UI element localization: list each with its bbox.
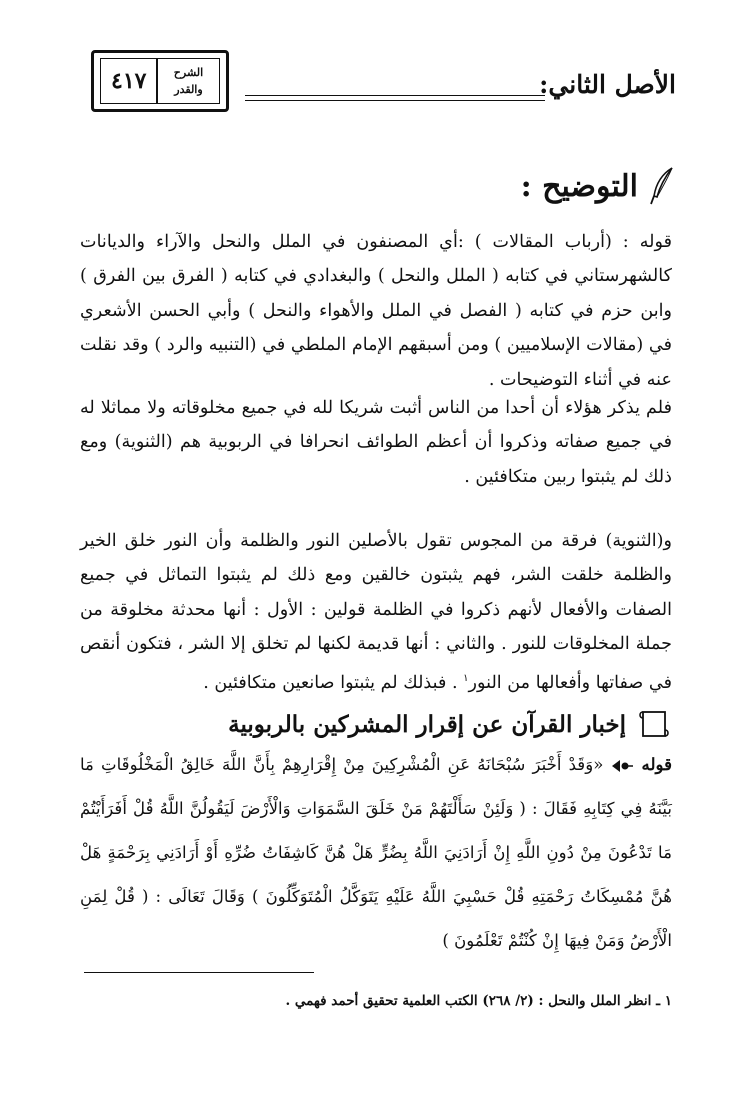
scroll-icon (636, 708, 672, 740)
quote-text: «وَقَدْ أَخْبَرَ سُبْحَانَهُ عَنِ الْمُشْرِكِينَ مِنْ إِقْرَارِهِمْ بِأَنَّ اللَّهَ خَالِقُ الْمَخْلُوقَاتِ مَا بَيَّنَهُ فِي كِتَابِهِ فَقَالَ : ( وَلَئِنْ سَأَلْتَهُمْ مَنْ خَلَقَ السَّمَوَاتِ وَالْأَرْضَ لَيَقُولُنَّ اللَّهُ قُلْ أَفَرَأَيْتُمْ مَا تَدْعُونَ مِنْ دُونِ اللَّهِ إِنْ أَرَادَنِيَ اللَّهُ بِضُرٍّ هَلْ هُنَّ كَاشِفَاتُ ضُرِّهِ أَوْ أَرَادَنِي بِرَحْمَةٍ هَلْ هُنَّ مُمْسِكَاتُ رَحْمَتِهِ قُلْ حَسْبِيَ اللَّهُ عَلَيْهِ يَتَوَكَّلُ الْمُتَوَكِّلُونَ ) وَقَالَ تَعَالَى : ( قُلْ لِمَنِ الْأَرْضُ وَمَنْ فِيهَا إِنْ كُنْتُمْ تَعْلَمُونَ ) (80, 755, 672, 950)
page-header (0, 48, 756, 118)
open-book-icon (91, 50, 229, 112)
flower-ornament-icon (610, 758, 634, 774)
header-rule-2 (245, 100, 545, 101)
running-title: الأصل الثاني: (539, 70, 676, 99)
paragraph-3 (80, 524, 672, 700)
footnote-marker[interactable]: ١ (463, 672, 469, 684)
book-title-line1: الشرح (173, 66, 204, 79)
book-title (158, 64, 219, 98)
paragraph-1: قوله : (أرباب المقالات ) :أي المصنفون في الملل والنحل والآراء والديانات كالشهرستاني في كتابه ( الملل والنحل ) والبغدادي في كتابه ( الفرق بين الفرق ) وابن حزم في كتابه ( الفصل في الملل والأهواء والنحل ) وأبي الحسن الأشعري في (مقالات الإسلاميين ) ومن أسبقهم الإمام الملطي في (التنبيه والرد ) وقد نقلت عنه في أثناء التوضيحات . (80, 231, 672, 390)
subheading-title: إخبار القرآن عن إقرار المشركين بالربوبية (228, 710, 626, 738)
quote-block (80, 742, 672, 963)
quote-lead: قوله (641, 754, 673, 774)
subheading (228, 708, 672, 740)
paragraph-3-main: و(الثنوية) فرقة من المجوس تقول بالأصلين النور والظلمة وأن النور خلق الخير والظلمة خلقت الشر، فهم يثبتون خالقين ومع ذلك لم يثبتوا التماثل في جميع الصفات والأفعال لأنهم ذكروا في الظلمة قولين : الأول : أنها محدثة مخلوقة من جملة المخلوقات للنور . والثاني : أنها قديمة لكنها لم تخلق إلا الشر ، فتكون أنقص في صفاتها وأفعالها من النور (80, 530, 672, 693)
book-title-line2: والقدر (174, 83, 203, 96)
section-heading (521, 166, 678, 206)
section-title: التوضيح : (520, 168, 638, 204)
quill-icon (648, 166, 678, 206)
paragraph-3-tail: . فبذلك لم يثبتوا صانعين متكافئين . (203, 672, 464, 693)
footnote-rule (84, 972, 314, 973)
paragraph-2: فلم يذكر هؤلاء أن أحدا من الناس أثبت شريكا لله في جميع مخلوقاته ولا مماثلا له في جميع صفاته وذكروا أن أعظم الطوائف انحرافا في الربوبية هم (الثنوية) ومع ذلك لم يثبتوا ربين متكافئين . (80, 397, 672, 487)
page-number: ٤١٧ (111, 68, 147, 94)
header-rule (245, 95, 545, 96)
footnote: ١ ـ انظر الملل والنحل : (٢/ ٢٦٨) الكتب العلمية تحقيق أحمد فهمي . (285, 993, 672, 1009)
